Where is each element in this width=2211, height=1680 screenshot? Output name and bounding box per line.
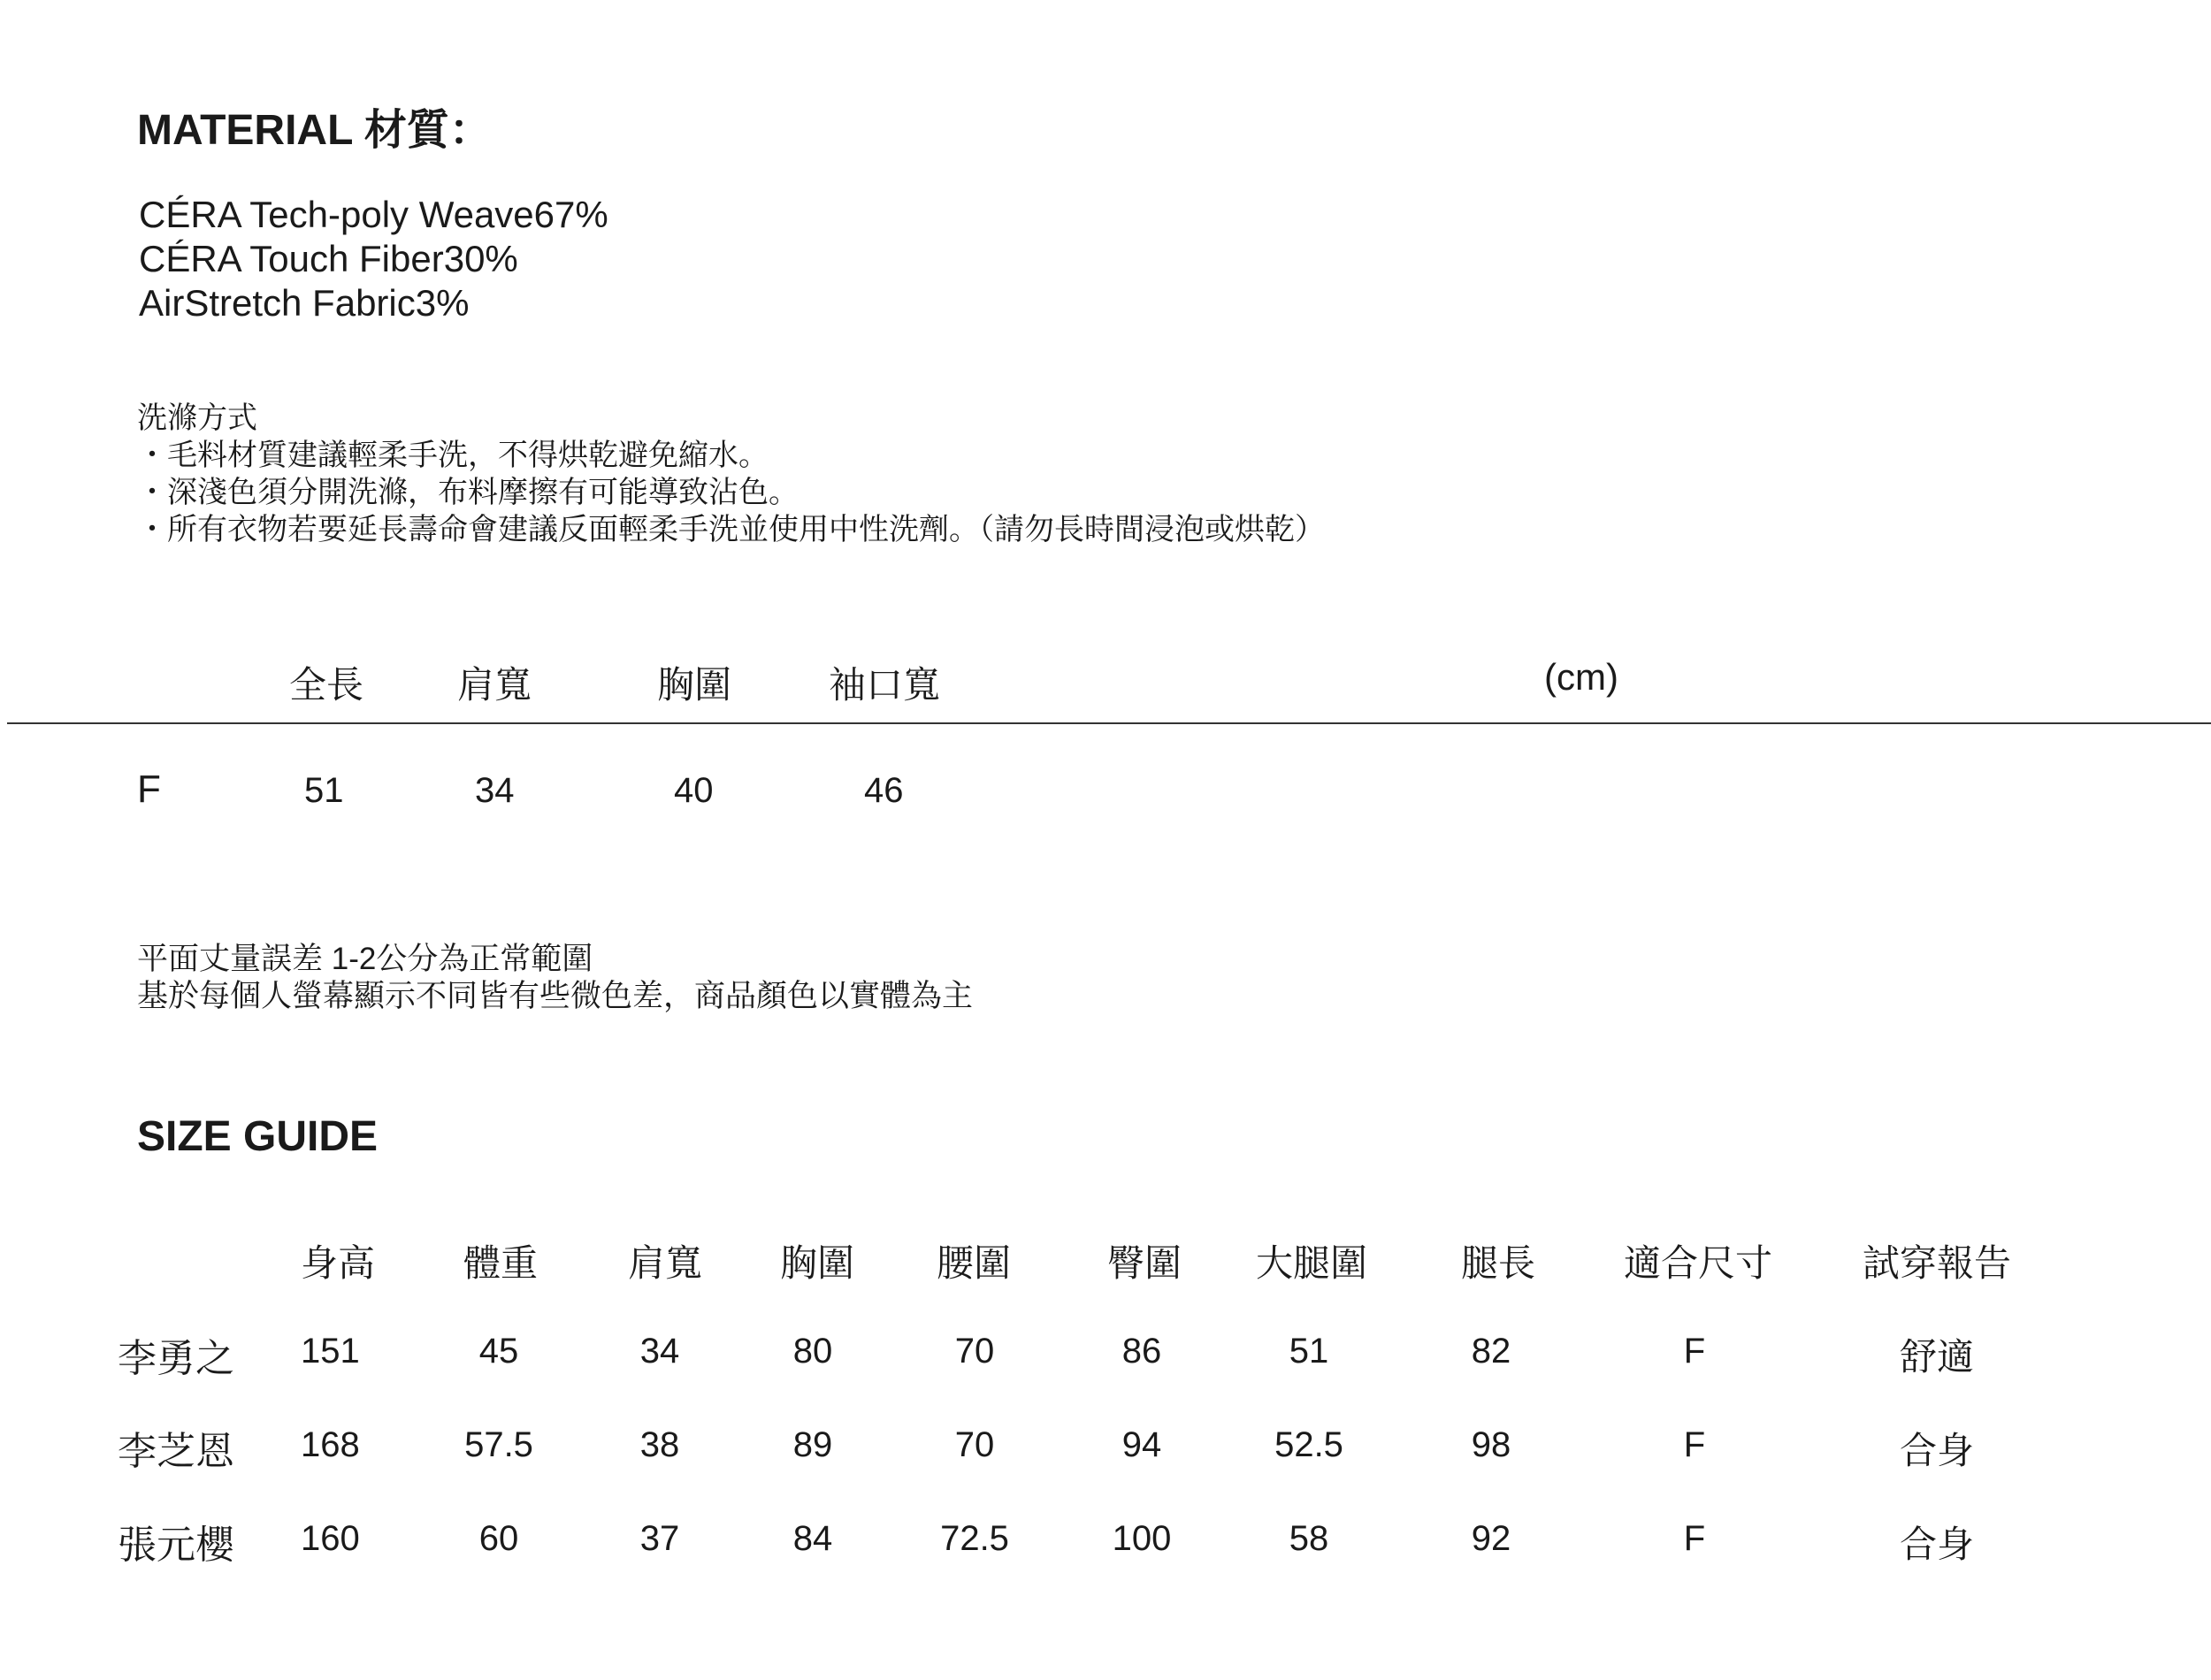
note-line: 基於每個人螢幕顯示不同皆有些微色差，商品顏色以實體為主 bbox=[137, 979, 974, 1013]
guide-cell: F bbox=[1683, 1519, 1706, 1558]
guide-cell: 45 bbox=[478, 1332, 519, 1371]
guide-cell: 60 bbox=[478, 1519, 519, 1558]
guide-cell: 合身 bbox=[1899, 1430, 1975, 1471]
size-value: 40 bbox=[674, 771, 714, 810]
guide-cell: 合身 bbox=[1899, 1523, 1975, 1565]
guide-header: 腰圍 bbox=[936, 1242, 1012, 1284]
guide-header: 腿長 bbox=[1460, 1242, 1536, 1284]
size-row-label: F bbox=[137, 767, 161, 811]
washing-line: ・所有衣物若要延長壽命會建議反面輕柔手洗並使用中性洗劑。（請勿長時間浸泡或烘乾） bbox=[137, 513, 1325, 546]
table-divider bbox=[7, 722, 2211, 724]
guide-cell: 89 bbox=[792, 1425, 833, 1464]
guide-cell: 舒適 bbox=[1899, 1336, 1975, 1378]
guide-cell: 70 bbox=[954, 1425, 995, 1464]
guide-cell: 84 bbox=[792, 1519, 833, 1558]
size-header: 肩寬 bbox=[457, 664, 532, 706]
guide-header: 適合尺寸 bbox=[1623, 1242, 1773, 1284]
size-value: 46 bbox=[864, 771, 904, 810]
guide-cell: F bbox=[1683, 1332, 1706, 1371]
guide-cell: 98 bbox=[1471, 1425, 1511, 1464]
guide-cell: 72.5 bbox=[940, 1519, 1009, 1558]
guide-row-name: 李芝恩 bbox=[118, 1430, 234, 1473]
washing-line: ・深淺色須分開洗滌，布料摩擦有可能導致沾色。 bbox=[137, 476, 799, 509]
guide-header: 試穿報告 bbox=[1862, 1242, 2012, 1284]
guide-cell: F bbox=[1683, 1425, 1706, 1464]
guide-row-name: 李勇之 bbox=[118, 1337, 234, 1380]
guide-header: 肩寬 bbox=[627, 1242, 703, 1284]
guide-header: 大腿圍 bbox=[1255, 1242, 1368, 1284]
guide-cell: 51 bbox=[1289, 1332, 1329, 1371]
washing-title: 洗滌方式 bbox=[137, 401, 257, 435]
guide-cell: 168 bbox=[301, 1425, 360, 1464]
size-header: 袖口寬 bbox=[829, 664, 941, 706]
guide-cell: 52.5 bbox=[1274, 1425, 1343, 1464]
guide-cell: 38 bbox=[639, 1425, 680, 1464]
size-header: 胸圍 bbox=[657, 664, 732, 706]
size-header: 全長 bbox=[289, 664, 364, 706]
guide-cell: 82 bbox=[1471, 1332, 1511, 1371]
note-line: 平面丈量誤差 1-2公分為正常範圍 bbox=[137, 942, 593, 976]
guide-cell: 37 bbox=[639, 1519, 680, 1558]
guide-cell: 57.5 bbox=[464, 1425, 533, 1464]
size-value: 51 bbox=[304, 771, 344, 810]
guide-cell: 80 bbox=[792, 1332, 833, 1371]
size-unit: (cm) bbox=[1544, 656, 1618, 698]
guide-header: 體重 bbox=[463, 1242, 539, 1284]
guide-row-name: 張元櫻 bbox=[118, 1523, 234, 1567]
guide-header: 胸圍 bbox=[779, 1242, 855, 1284]
guide-cell: 92 bbox=[1471, 1519, 1511, 1558]
size-guide-title: SIZE GUIDE bbox=[137, 1113, 379, 1160]
guide-cell: 34 bbox=[639, 1332, 680, 1371]
guide-cell: 100 bbox=[1112, 1519, 1172, 1558]
guide-cell: 86 bbox=[1121, 1332, 1162, 1371]
guide-cell: 94 bbox=[1121, 1425, 1162, 1464]
material-line: CÉRA Tech-poly Weave67% bbox=[139, 194, 608, 235]
material-line: AirStretch Fabric3% bbox=[139, 282, 470, 324]
guide-cell: 160 bbox=[301, 1519, 360, 1558]
guide-cell: 151 bbox=[301, 1332, 360, 1371]
washing-line: ・毛料材質建議輕柔手洗，不得烘乾避免縮水。 bbox=[137, 439, 769, 472]
guide-header: 身高 bbox=[300, 1242, 376, 1284]
material-title: MATERIAL 材質： bbox=[137, 107, 492, 154]
size-value: 34 bbox=[475, 771, 515, 810]
material-line: CÉRA Touch Fiber30% bbox=[139, 238, 518, 279]
guide-cell: 58 bbox=[1289, 1519, 1329, 1558]
guide-cell: 70 bbox=[954, 1332, 995, 1371]
guide-header: 臀圍 bbox=[1106, 1242, 1182, 1284]
